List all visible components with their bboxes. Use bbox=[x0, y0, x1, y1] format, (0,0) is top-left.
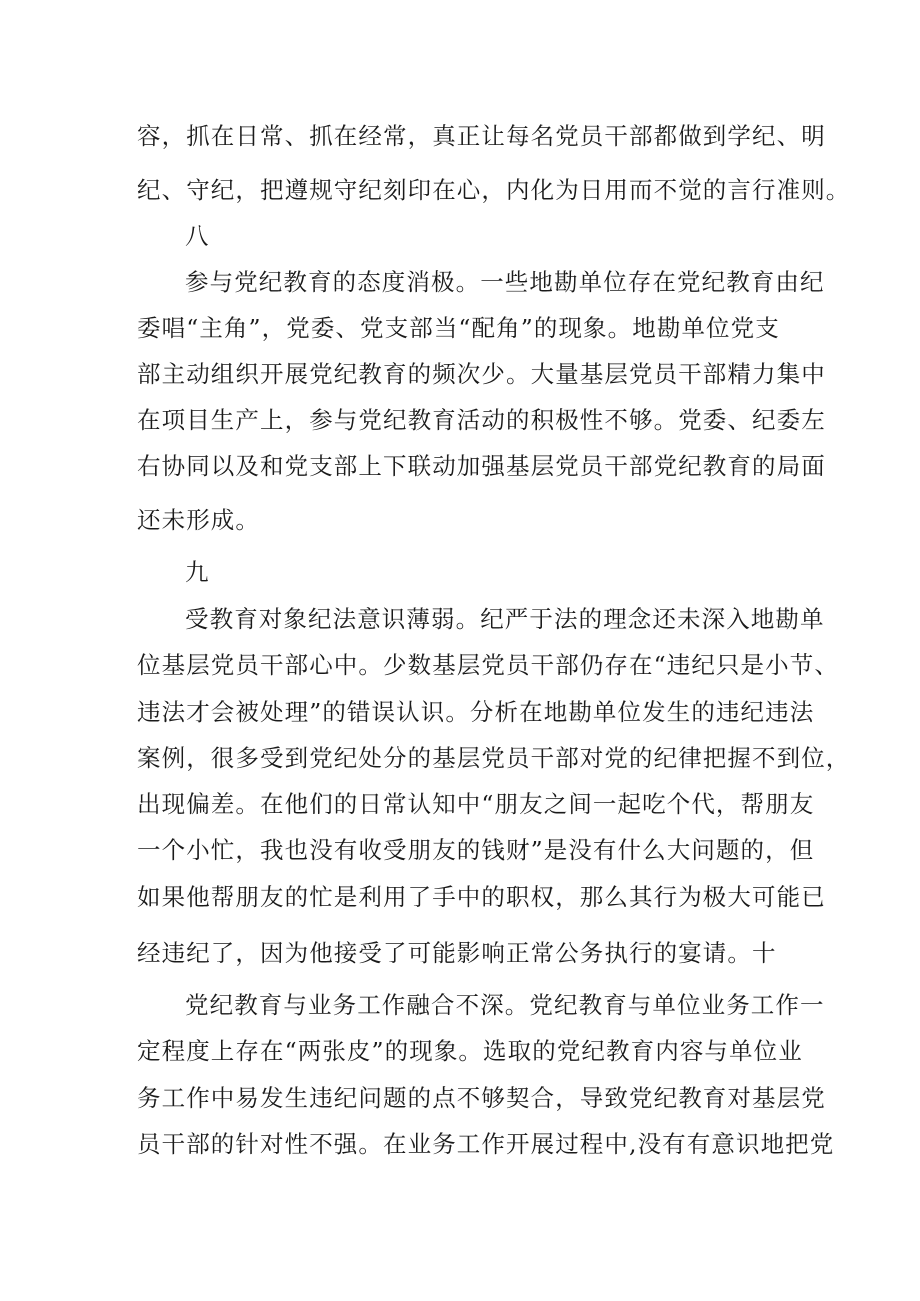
text-line: 如果他帮朋友的忙是利用了手中的职权，那么其行为极大可能已 bbox=[137, 883, 826, 911]
paragraph-first-line: 参与党纪教育的态度消极。一些地勘单位存在党纪教育由纪 bbox=[185, 268, 825, 296]
text-line: 经违纪了，因为他接受了可能影响正常公务执行的宴请。十 bbox=[137, 939, 777, 967]
section-number: 八 bbox=[185, 222, 210, 250]
text-line: 委唱“主角”，党委、党支部当“配角”的现象。地勘单位党支 bbox=[137, 314, 780, 342]
section-number: 九 bbox=[185, 558, 210, 586]
text-line: 容，抓在日常、抓在经常，真正让每名党员干部都做到学纪、明 bbox=[137, 122, 826, 150]
paragraph-first-line: 党纪教育与业务工作融合不深。党纪教育与单位业务工作一 bbox=[185, 991, 825, 1019]
text-line: 在项目生产上，参与党纪教育活动的积极性不够。党委、纪委左 bbox=[137, 406, 826, 434]
text-line: 违法才会被处理”的错误认识。分析在地勘单位发生的违纪违法 bbox=[137, 698, 815, 726]
text-line: 务工作中易发生违纪问题的点不够契合，导致党纪教育对基层党 bbox=[137, 1084, 826, 1112]
paragraph-first-line: 受教育对象纪法意识薄弱。纪严于法的理念还未深入地勘单 bbox=[185, 605, 825, 633]
text-line: 纪、守纪，把遵规守纪刻印在心，内化为日用而不觉的言行准则。 bbox=[137, 176, 851, 204]
text-line: 案例，很多受到党纪处分的基层党员干部对党的纪律把握不到位， bbox=[137, 744, 851, 772]
text-line: 右协同以及和党支部上下联动加强基层党员干部党纪教育的局面 bbox=[137, 452, 826, 480]
text-line: 出现偏差。在他们的日常认知中“朋友之间一起吃个代，帮朋友 bbox=[137, 790, 815, 818]
text-line: 定程度上存在“两张皮”的现象。选取的党纪教育内容与单位业 bbox=[137, 1037, 803, 1065]
text-line: 位基层党员干部心中。少数基层党员干部仍存在“违纪只是小节、 bbox=[137, 651, 839, 679]
text-line: 部主动组织开展党纪教育的频次少。大量基层党员干部精力集中 bbox=[137, 360, 826, 388]
text-line: 一个小忙，我也没有收受朋友的钱财”是没有什么大问题的，但 bbox=[137, 836, 815, 864]
text-line: 员干部的针对性不强。在业务工作开展过程中,没有有意识地把党 bbox=[137, 1130, 835, 1158]
text-line: 还未形成。 bbox=[137, 506, 260, 534]
